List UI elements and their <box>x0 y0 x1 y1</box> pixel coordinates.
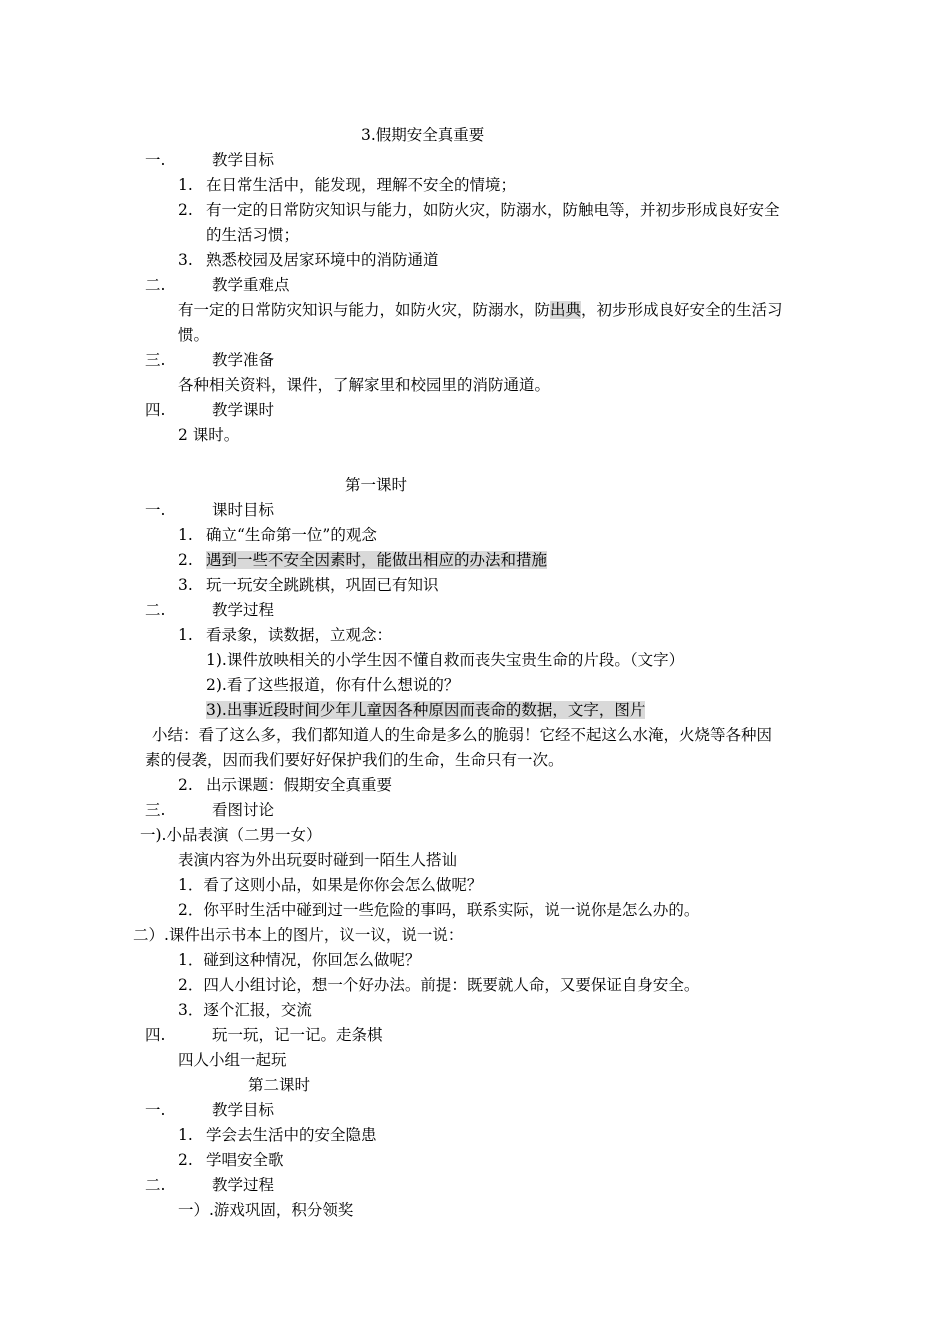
list-item-number: 1. <box>178 626 193 644</box>
highlighted-text: 出典 <box>550 301 582 319</box>
list-item: 玩一玩安全跳跳棋，巩固已有知识 <box>206 576 439 594</box>
list-item-number: 2. <box>178 551 193 569</box>
list-item-number: 1. <box>178 1126 193 1144</box>
paragraph-line: 各种相关资料，课件，了解家里和校园里的消防通道。 <box>178 376 551 394</box>
section-heading: 教学重难点 <box>212 276 290 294</box>
list-item: 1．碰到这种情况，你回怎么做呢？ <box>178 951 421 969</box>
list-item: 在日常生活中，能发现，理解不安全的情境； <box>206 176 517 194</box>
list-item: 学唱安全歌 <box>206 1151 284 1169</box>
subsection-heading: 一）.游戏巩固，积分领奖 <box>178 1201 354 1219</box>
paragraph-line: 惯。 <box>178 326 210 344</box>
section-number: 三. <box>145 351 166 369</box>
sub-item: 2).看了这些报道，你有什么想说的？ <box>206 676 460 694</box>
list-item-number: 2. <box>178 201 193 219</box>
summary-line: 小结：看了这么多，我们都知道人的生命是多么的脆弱！它经不起这么水淹，火烧等各种因 <box>152 726 773 744</box>
list-item-number: 2. <box>178 1151 193 1169</box>
paragraph-text: 有一定的日常防灾知识与能力，如防火灾，防溺水，防 <box>178 301 551 319</box>
list-item: 看录象，读数据，立观念： <box>206 626 393 644</box>
section-number: 二. <box>145 601 166 619</box>
paragraph-line: 表演内容为外出玩耍时碰到一陌生人搭讪 <box>178 851 458 869</box>
section-heading: 教学准备 <box>212 351 275 369</box>
highlighted-text: 遇到一些不安全因素时，能做出相应的办法和措施 <box>206 551 548 569</box>
summary-line: 素的侵袭，因而我们要好好保护我们的生命，生命只有一次。 <box>145 751 564 769</box>
section-heading: 教学过程 <box>212 1176 275 1194</box>
list-item: 3．逐个汇报，交流 <box>178 1001 312 1019</box>
list-item: 熟悉校园及居家环境中的消防通道 <box>206 251 439 269</box>
section-number: 一. <box>145 501 166 519</box>
section-number: 四. <box>145 1026 166 1044</box>
section-number: 三. <box>145 801 166 819</box>
list-item-number: 3. <box>178 251 193 269</box>
section-heading: 课时目标 <box>212 501 275 519</box>
subsection-heading: 二）.课件出示书本上的图片，议一议，说一说： <box>133 926 464 944</box>
list-item: 学会去生活中的安全隐患 <box>206 1126 377 1144</box>
list-item-continuation: 的生活习惯； <box>206 226 300 244</box>
sub-item <box>206 700 645 720</box>
section-number: 四. <box>145 401 166 419</box>
list-item: 出示课题：假期安全真重要 <box>206 776 393 794</box>
section-number: 二. <box>145 276 166 294</box>
period-title: 第一课时 <box>345 476 408 494</box>
paragraph-text: ，初步形成良好安全的生活习 <box>581 301 783 319</box>
list-item: 1．看了这则小品，如果是你你会怎么做呢？ <box>178 876 483 894</box>
list-item-number: 2. <box>178 776 193 794</box>
section-number: 一. <box>145 151 166 169</box>
list-item-number: 1. <box>178 176 193 194</box>
section-number: 二. <box>145 1176 166 1194</box>
paragraph-line: 四人小组一起玩 <box>178 1051 287 1069</box>
list-item: 2．你平时生活中碰到过一些危险的事吗，联系实际，说一说你是怎么办的。 <box>178 901 700 919</box>
section-number: 一. <box>145 1101 166 1119</box>
section-heading: 教学过程 <box>212 601 275 619</box>
section-heading: 看图讨论 <box>212 801 275 819</box>
paragraph-line <box>178 300 783 320</box>
section-heading: 教学目标 <box>212 1101 275 1119</box>
list-item-number: 3. <box>178 576 193 594</box>
list-item: 有一定的日常防灾知识与能力，如防火灾，防溺水，防触电等，并初步形成良好安全 <box>206 201 780 219</box>
sub-item: 1).课件放映相关的小学生因不懂自救而丧失宝贵生命的片段。（文字） <box>206 651 685 669</box>
section-heading: 玩一玩，记一记。走条棋 <box>212 1026 383 1044</box>
subsection-heading: 一).小品表演（二男一女） <box>140 826 322 844</box>
list-item: 确立“生命第一位”的观念 <box>206 526 377 544</box>
period-title: 第二课时 <box>248 1076 311 1094</box>
list-item-number: 1. <box>178 526 193 544</box>
list-item <box>206 550 547 570</box>
section-heading: 教学目标 <box>212 151 275 169</box>
highlighted-text: 3).出事近段时间少年儿童因各种原因而丧命的数据，文字，图片 <box>206 701 646 719</box>
document-title: 3.假期安全真重要 <box>361 126 485 144</box>
section-heading: 教学课时 <box>212 401 275 419</box>
paragraph-line: 2 课时。 <box>178 426 240 444</box>
list-item: 2．四人小组讨论，想一个好办法。前提：既要就人命，又要保证自身安全。 <box>178 976 700 994</box>
